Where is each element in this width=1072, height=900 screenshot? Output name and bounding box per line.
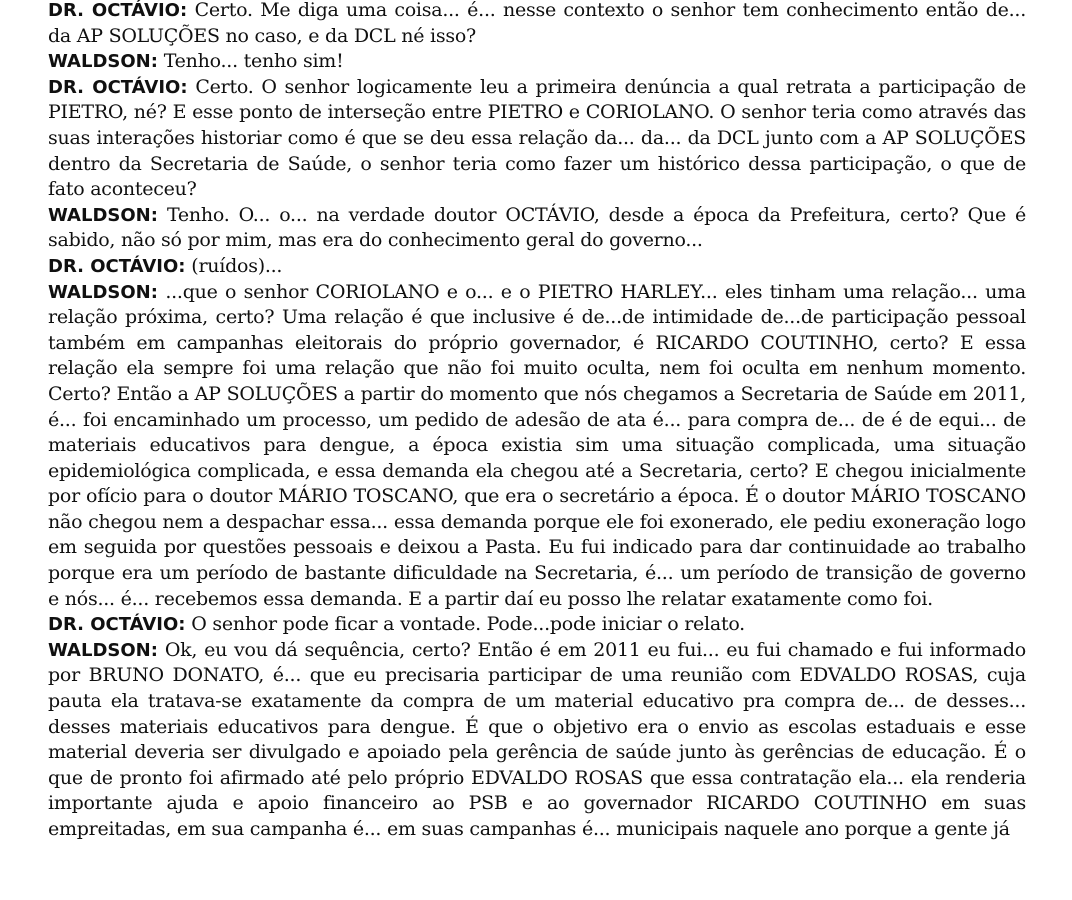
speaker-label: WALDSON:	[48, 51, 158, 73]
speaker-label: WALDSON:	[48, 281, 158, 303]
utterance	[48, 75, 1026, 203]
speech-text: O senhor pode ficar a vontade. Pode...pode iniciar o relato.	[191, 613, 745, 636]
speaker-label: WALDSON:	[48, 204, 158, 226]
speaker-label: DR. OCTÁVIO:	[48, 0, 188, 21]
speaker-label: DR. OCTÁVIO:	[48, 76, 188, 98]
speech-text: Certo. Me diga uma coisa... é... nesse contexto o senhor tem conhecimento então de... da AP SOLUÇÕES no caso, e da DCL né isso?	[48, 0, 1026, 47]
utterance	[48, 638, 1026, 843]
speech-text: ...que o senhor CORIOLANO e o... e o PIETRO HARLEY... eles tinham uma relação... uma relação próxima, certo? Uma relação é que inclusive é de...de intimidade de...de participação pessoal também em campanhas eleitorais do próprio governador, é RICARDO COUTINHO, certo? E essa relação ela sempre foi uma relação que não foi muito oculta, nem foi oculta em nenhum momento. Certo? Então a AP SOLUÇÕES a partir do momento que nós chegamos a Secretaria de Saúde em 2011, é... foi encaminhado um processo, um pedido de adesão de ata é... para compra de... de é de equi... de materiais educativos para dengue, a época existia sim uma situação complicada, uma situação epidemiológica complicada, e essa demanda ela chegou até a Secretaria, certo? E chegou inicialmente por ofício para o doutor MÁRIO TOSCANO, que era o secretário a época. É o doutor MÁRIO TOSCANO não chegou nem a despachar essa... essa demanda porque ele foi exonerado, ele pediu exoneração logo em seguida por questões pessoais e deixou a Pasta. Eu fui indicado para dar continuidade ao trabalho porque era um período de bastante dificuldade na Secretaria, é... um período de transição de governo e nós... é... recebemos essa demanda. E a partir daí eu posso lhe relatar exatamente como foi.	[48, 280, 1026, 610]
utterance	[48, 0, 1026, 49]
utterance	[48, 280, 1026, 613]
speaker-label: DR. OCTÁVIO:	[48, 255, 186, 277]
utterance	[48, 612, 1026, 638]
utterance	[48, 203, 1026, 254]
speech-text: Tenho. O... o... na verdade doutor OCTÁVIO, desde a época da Prefeitura, certo? Que é sabido, não só por mim, mas era do conhecimento geral do governo...	[48, 203, 1026, 252]
speech-text: Tenho... tenho sim!	[163, 50, 344, 73]
speech-text: (ruídos)...	[191, 254, 283, 277]
speech-text: Certo. O senhor logicamente leu a primeira denúncia a qual retrata a participação de PIETRO, né? E esse ponto de interseção entre PIETRO e CORIOLANO. O senhor teria como através das suas interações historiar como é que se deu essa relação da... da... da DCL junto com a AP SOLUÇÕES dentro da Secretaria de Saúde, o senhor teria como fazer um histórico dessa participação, o que de fato aconteceu?	[48, 75, 1026, 201]
transcript-body	[48, 0, 1026, 843]
utterance	[48, 254, 1026, 280]
speaker-label: DR. OCTÁVIO:	[48, 614, 186, 636]
speech-text: Ok, eu vou dá sequência, certo? Então é em 2011 eu fui... eu fui chamado e fui informado por BRUNO DONATO, é... que eu precisaria participar de uma reunião com EDVALDO ROSAS, cuja pauta ela tratava-se exatamente da compra de um material educativo pra compra de... de desses... desses materiais educativos para dengue. É que o objetivo era o envio as escolas estaduais e esse material deveria ser divulgado e apoiado pela gerência de saúde junto às gerências de educação. É o que de pronto foi afirmado até pelo próprio EDVALDO ROSAS que essa contratação ela... ela renderia importante ajuda e apoio financeiro ao PSB e ao governador RICARDO COUTINHO em suas empreitadas, em sua campanha é... em suas campanhas é... municipais naquele ano porque a gente já	[48, 638, 1026, 840]
speaker-label: WALDSON:	[48, 639, 158, 661]
utterance	[48, 49, 1026, 75]
